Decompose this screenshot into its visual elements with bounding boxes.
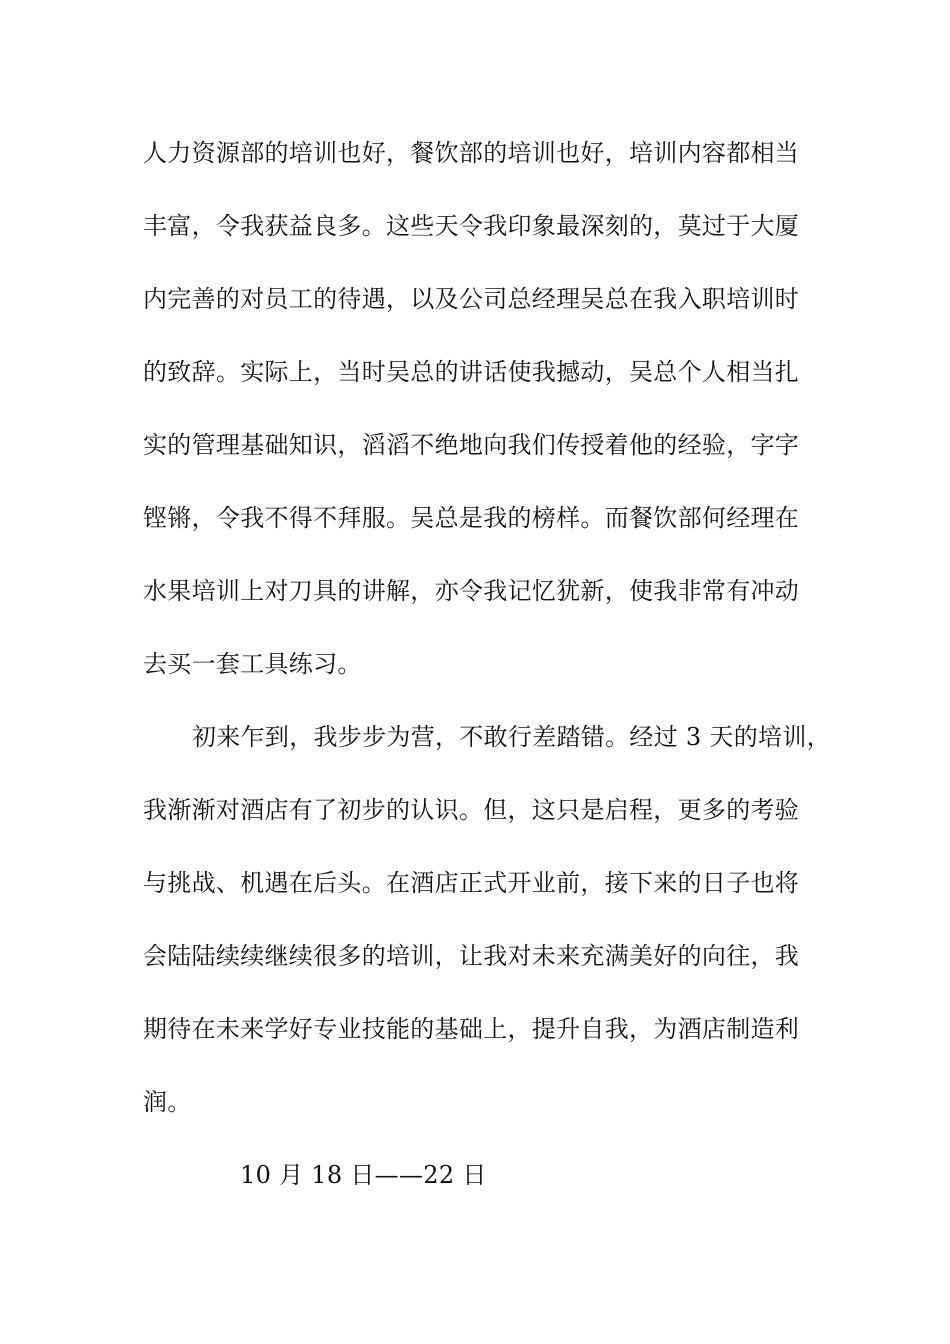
- text-line: 内完善的对员工的待遇，以及公司总经理吴总在我入职培训时: [143, 285, 800, 313]
- text-line: 期待在未来学好专业技能的基础上，提升自我，为酒店制造利: [143, 1015, 800, 1043]
- text-line: 我渐渐对酒店有了初步的认识。但，这只是启程，更多的考验: [143, 796, 800, 824]
- text-line: 实的管理基础知识，滔滔不绝地向我们传授着他的经验，字字: [143, 431, 800, 459]
- text-line: 去买一套工具练习。: [143, 650, 362, 678]
- date-heading: 10 月 18 日——22 日: [240, 1161, 487, 1189]
- text-line: 润。: [143, 1088, 192, 1116]
- text-line: 与挑战、机遇在后头。在酒店正式开业前，接下来的日子也将: [143, 869, 800, 897]
- text-line: 的致辞。实际上，当时吴总的讲话使我撼动，吴总个人相当扎: [143, 358, 800, 386]
- text-line: 初来乍到，我步步为营，不敢行差踏错。经过 3 天的培训，: [192, 723, 831, 751]
- text-line: 水果培训上对刀具的讲解，亦令我记忆犹新，使我非常有冲动: [143, 577, 800, 605]
- text-line: 丰富，令我获益良多。这些天令我印象最深刻的，莫过于大厦: [143, 212, 800, 240]
- text-line: 铿锵，令我不得不拜服。吴总是我的榜样。而餐饮部何经理在: [143, 504, 800, 532]
- text-line: 人力资源部的培训也好，餐饮部的培训也好，培训内容都相当: [143, 139, 800, 167]
- text-line: 会陆陆续续继续很多的培训，让我对未来充满美好的向往，我: [143, 942, 800, 970]
